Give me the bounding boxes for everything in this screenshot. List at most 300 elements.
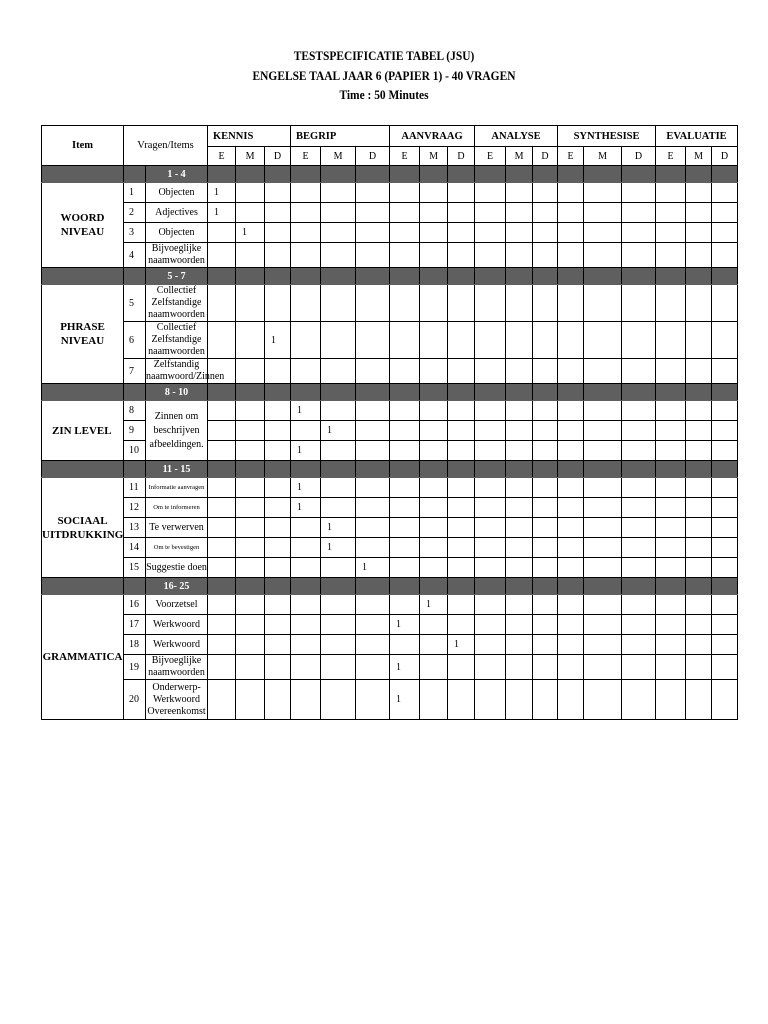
mark-cell — [208, 615, 236, 635]
range-label: 1 - 4 — [146, 166, 208, 183]
mark-cell — [291, 615, 321, 635]
mark-cell — [475, 223, 506, 243]
mark-cell — [356, 183, 390, 203]
mark-cell — [236, 680, 265, 720]
header-sub-d: D — [712, 147, 738, 166]
mark-cell — [321, 243, 356, 268]
mark-cell — [622, 322, 656, 359]
mark-cell — [356, 441, 390, 461]
mark-cell — [475, 421, 506, 441]
mark-cell — [656, 401, 686, 421]
mark-cell — [533, 615, 558, 635]
mark-cell — [506, 615, 533, 635]
mark-cell — [265, 615, 291, 635]
item-description: Onderwerp-Werkwoord Overeenkomst — [146, 680, 208, 720]
mark-cell — [622, 223, 656, 243]
table-row — [42, 478, 738, 498]
mark-cell — [622, 518, 656, 538]
mark-cell — [356, 285, 390, 322]
mark-cell — [506, 498, 533, 518]
question-number: 17 — [124, 615, 146, 635]
mark-cell — [321, 285, 356, 322]
mark-cell — [236, 183, 265, 203]
mark-cell — [558, 518, 584, 538]
mark-cell — [475, 243, 506, 268]
mark-cell — [420, 223, 448, 243]
mark-cell: 1 — [356, 558, 390, 578]
mark-cell — [533, 680, 558, 720]
mark-cell — [208, 285, 236, 322]
mark-cell — [506, 223, 533, 243]
mark-cell — [686, 421, 712, 441]
mark-cell — [712, 441, 738, 461]
mark-cell — [236, 359, 265, 384]
mark-cell — [533, 538, 558, 558]
mark-cell — [712, 285, 738, 322]
mark-cell — [686, 595, 712, 615]
mark-cell — [475, 518, 506, 538]
mark-cell — [390, 183, 420, 203]
mark-cell: 1 — [291, 441, 321, 461]
mark-cell — [321, 223, 356, 243]
item-description: Voorzetsel — [146, 595, 208, 615]
mark-cell — [448, 359, 475, 384]
mark-cell — [265, 421, 291, 441]
group-label: ZIN LEVEL — [42, 401, 124, 461]
mark-cell — [265, 401, 291, 421]
mark-cell — [291, 635, 321, 655]
mark-cell — [265, 538, 291, 558]
table-row — [42, 680, 738, 720]
mark-cell — [656, 498, 686, 518]
mark-cell — [622, 635, 656, 655]
mark-cell — [390, 285, 420, 322]
item-description: Bijvoeglijke naamwoorden — [146, 243, 208, 268]
mark-cell — [475, 538, 506, 558]
question-number: 12 — [124, 498, 146, 518]
mark-cell — [356, 243, 390, 268]
mark-cell — [236, 203, 265, 223]
mark-cell — [291, 518, 321, 538]
title-line-3: Time : 50 Minutes — [339, 87, 429, 102]
question-number: 5 — [124, 285, 146, 322]
mark-cell — [584, 518, 622, 538]
mark-cell — [686, 615, 712, 635]
mark-cell — [622, 441, 656, 461]
table-row — [42, 558, 738, 578]
mark-cell — [448, 183, 475, 203]
header-sub-m: M — [584, 147, 622, 166]
mark-cell — [558, 223, 584, 243]
mark-cell — [420, 322, 448, 359]
mark-cell — [390, 223, 420, 243]
mark-cell — [356, 359, 390, 384]
mark-cell — [584, 401, 622, 421]
mark-cell — [390, 441, 420, 461]
mark-cell — [686, 498, 712, 518]
mark-cell: 1 — [321, 538, 356, 558]
group-label: WOORD NIVEAU — [42, 183, 124, 268]
question-number: 4 — [124, 243, 146, 268]
header-sub-e: E — [390, 147, 420, 166]
mark-cell — [686, 401, 712, 421]
mark-cell — [584, 223, 622, 243]
mark-cell: 1 — [390, 680, 420, 720]
mark-cell — [236, 421, 265, 441]
mark-cell — [686, 478, 712, 498]
header-sub-e: E — [475, 147, 506, 166]
mark-cell — [448, 558, 475, 578]
mark-cell — [533, 359, 558, 384]
item-description: Objecten — [146, 183, 208, 203]
mark-cell — [448, 243, 475, 268]
mark-cell — [420, 635, 448, 655]
mark-cell — [656, 538, 686, 558]
mark-cell — [265, 518, 291, 538]
mark-cell — [656, 322, 686, 359]
mark-cell — [533, 243, 558, 268]
mark-cell — [475, 285, 506, 322]
mark-cell — [448, 401, 475, 421]
mark-cell — [712, 243, 738, 268]
item-description: Zinnen om beschrijven afbeeldingen. — [146, 401, 208, 461]
mark-cell — [291, 223, 321, 243]
table-row — [42, 655, 738, 680]
mark-cell — [321, 183, 356, 203]
mark-cell — [390, 595, 420, 615]
range-label: 11 - 15 — [146, 461, 208, 478]
mark-cell — [390, 359, 420, 384]
header-level-aanvraag: AANVRAAG — [390, 126, 475, 147]
mark-cell — [656, 441, 686, 461]
mark-cell — [533, 285, 558, 322]
mark-cell — [390, 478, 420, 498]
mark-cell — [356, 538, 390, 558]
table-row — [42, 359, 738, 384]
mark-cell — [475, 655, 506, 680]
item-description: Adjectives — [146, 203, 208, 223]
title-line-1: TESTSPECIFICATIE TABEL (JSU) — [293, 48, 475, 63]
mark-cell — [558, 595, 584, 615]
mark-cell — [622, 558, 656, 578]
mark-cell — [622, 401, 656, 421]
table-row — [42, 615, 738, 635]
mark-cell — [321, 615, 356, 635]
mark-cell — [291, 421, 321, 441]
mark-cell — [712, 183, 738, 203]
group-label: SOCIAAL UITDRUKKING — [42, 478, 124, 578]
mark-cell — [712, 478, 738, 498]
mark-cell — [558, 183, 584, 203]
mark-cell — [656, 478, 686, 498]
title-line-2: ENGELSE TAAL JAAR 6 (PAPIER 1) - 40 VRAGEN — [252, 68, 516, 83]
header-sub-e: E — [208, 147, 236, 166]
mark-cell: 1 — [208, 203, 236, 223]
mark-cell — [390, 538, 420, 558]
mark-cell — [558, 538, 584, 558]
mark-cell — [656, 183, 686, 203]
mark-cell — [584, 441, 622, 461]
mark-cell — [321, 359, 356, 384]
mark-cell — [712, 615, 738, 635]
table-row — [42, 635, 738, 655]
mark-cell — [712, 518, 738, 538]
mark-cell — [656, 518, 686, 538]
mark-cell — [686, 223, 712, 243]
mark-cell — [208, 538, 236, 558]
mark-cell — [533, 595, 558, 615]
mark-cell — [622, 243, 656, 268]
mark-cell — [584, 635, 622, 655]
mark-cell — [448, 203, 475, 223]
mark-cell — [558, 203, 584, 223]
mark-cell — [622, 478, 656, 498]
mark-cell — [506, 518, 533, 538]
mark-cell — [656, 285, 686, 322]
mark-cell — [622, 498, 656, 518]
mark-cell: 1 — [291, 498, 321, 518]
question-number: 8 — [124, 401, 146, 421]
mark-cell — [686, 322, 712, 359]
item-description: Te verwerven — [146, 518, 208, 538]
table-row — [42, 322, 738, 359]
mark-cell — [533, 223, 558, 243]
mark-cell — [356, 322, 390, 359]
mark-cell — [265, 359, 291, 384]
mark-cell — [533, 518, 558, 538]
mark-cell — [208, 441, 236, 461]
mark-cell — [208, 498, 236, 518]
mark-cell — [475, 203, 506, 223]
mark-cell — [533, 322, 558, 359]
mark-cell: 1 — [420, 595, 448, 615]
mark-cell — [622, 680, 656, 720]
range-row — [42, 384, 738, 401]
mark-cell — [420, 498, 448, 518]
mark-cell — [558, 285, 584, 322]
mark-cell — [506, 183, 533, 203]
range-label: 5 - 7 — [146, 268, 208, 285]
item-description: Zelfstandig naamwoord/Zinnen — [146, 359, 225, 382]
mark-cell — [506, 655, 533, 680]
question-number: 1 — [124, 183, 146, 203]
mark-cell — [533, 655, 558, 680]
mark-cell — [533, 635, 558, 655]
mark-cell — [236, 478, 265, 498]
range-row — [42, 461, 738, 478]
mark-cell — [656, 655, 686, 680]
mark-cell — [584, 655, 622, 680]
mark-cell — [475, 478, 506, 498]
mark-cell — [686, 635, 712, 655]
mark-cell — [712, 498, 738, 518]
mark-cell — [712, 595, 738, 615]
mark-cell — [291, 285, 321, 322]
mark-cell — [420, 680, 448, 720]
mark-cell — [584, 615, 622, 635]
mark-cell — [291, 558, 321, 578]
mark-cell — [712, 359, 738, 384]
mark-cell — [420, 558, 448, 578]
mark-cell — [712, 538, 738, 558]
mark-cell — [356, 203, 390, 223]
mark-cell — [236, 655, 265, 680]
header-vragen: Vragen/Items — [124, 126, 208, 166]
mark-cell — [475, 401, 506, 421]
mark-cell — [584, 538, 622, 558]
mark-cell — [656, 223, 686, 243]
mark-cell — [712, 203, 738, 223]
header-item: Item — [42, 126, 124, 166]
mark-cell — [622, 595, 656, 615]
mark-cell — [584, 680, 622, 720]
question-number: 9 — [124, 421, 146, 441]
mark-cell — [686, 518, 712, 538]
specification-table — [41, 125, 738, 720]
mark-cell — [356, 635, 390, 655]
mark-cell — [475, 441, 506, 461]
question-number: 3 — [124, 223, 146, 243]
mark-cell — [533, 441, 558, 461]
mark-cell — [420, 243, 448, 268]
mark-cell — [291, 183, 321, 203]
mark-cell — [208, 421, 236, 441]
mark-cell — [265, 655, 291, 680]
mark-cell — [506, 558, 533, 578]
mark-cell: 1 — [321, 421, 356, 441]
mark-cell — [533, 183, 558, 203]
item-description: Suggestie doen — [146, 558, 208, 578]
question-number: 18 — [124, 635, 146, 655]
header-sub-m: M — [236, 147, 265, 166]
mark-cell — [448, 322, 475, 359]
mark-cell — [420, 421, 448, 441]
mark-cell — [584, 478, 622, 498]
range-row — [42, 268, 738, 285]
mark-cell — [686, 558, 712, 578]
mark-cell — [622, 655, 656, 680]
mark-cell — [506, 322, 533, 359]
mark-cell — [686, 680, 712, 720]
mark-cell — [712, 655, 738, 680]
mark-cell — [506, 421, 533, 441]
item-description: Werkwoord — [146, 635, 208, 655]
mark-cell — [420, 441, 448, 461]
mark-cell — [321, 478, 356, 498]
question-number: 20 — [124, 680, 146, 720]
mark-cell — [448, 421, 475, 441]
table-row — [42, 243, 738, 268]
mark-cell — [208, 223, 236, 243]
mark-cell — [656, 635, 686, 655]
mark-cell — [506, 401, 533, 421]
mark-cell — [448, 223, 475, 243]
mark-cell — [584, 203, 622, 223]
mark-cell: 1 — [448, 635, 475, 655]
mark-cell — [656, 558, 686, 578]
mark-cell — [506, 635, 533, 655]
mark-cell — [475, 635, 506, 655]
mark-cell — [420, 183, 448, 203]
table-row — [42, 285, 738, 322]
question-number: 2 — [124, 203, 146, 223]
mark-cell — [533, 478, 558, 498]
mark-cell — [265, 498, 291, 518]
item-description: Collectief Zelfstandige naamwoorden — [146, 322, 208, 359]
table-row — [42, 518, 738, 538]
mark-cell — [475, 183, 506, 203]
mark-cell — [356, 421, 390, 441]
mark-cell — [291, 359, 321, 384]
mark-cell — [236, 243, 265, 268]
mark-cell — [321, 441, 356, 461]
mark-cell — [321, 401, 356, 421]
mark-cell — [390, 401, 420, 421]
mark-cell — [356, 615, 390, 635]
mark-cell — [558, 558, 584, 578]
header-sub-e: E — [656, 147, 686, 166]
table-row — [42, 498, 738, 518]
mark-cell — [475, 359, 506, 384]
mark-cell — [686, 441, 712, 461]
mark-cell — [506, 478, 533, 498]
mark-cell: 1 — [390, 655, 420, 680]
mark-cell — [558, 243, 584, 268]
mark-cell — [506, 359, 533, 384]
mark-cell — [236, 518, 265, 538]
mark-cell: 1 — [390, 615, 420, 635]
mark-cell — [506, 441, 533, 461]
mark-cell — [236, 285, 265, 322]
mark-cell: 1 — [291, 401, 321, 421]
mark-cell — [506, 595, 533, 615]
mark-cell — [506, 203, 533, 223]
mark-cell — [390, 498, 420, 518]
question-number: 7 — [124, 359, 146, 384]
mark-cell — [686, 655, 712, 680]
item-description: Objecten — [146, 223, 208, 243]
mark-cell — [686, 243, 712, 268]
mark-cell — [291, 680, 321, 720]
mark-cell — [208, 243, 236, 268]
table-row — [42, 401, 738, 421]
mark-cell — [236, 498, 265, 518]
mark-cell — [712, 635, 738, 655]
mark-cell — [712, 401, 738, 421]
mark-cell — [475, 680, 506, 720]
mark-cell — [584, 359, 622, 384]
mark-cell — [291, 655, 321, 680]
table-row — [42, 183, 738, 203]
mark-cell — [420, 538, 448, 558]
mark-cell — [321, 655, 356, 680]
table-row — [42, 538, 738, 558]
mark-cell — [291, 538, 321, 558]
mark-cell — [420, 615, 448, 635]
mark-cell — [656, 615, 686, 635]
mark-cell — [448, 478, 475, 498]
table-row — [42, 203, 738, 223]
mark-cell: 1 — [236, 223, 265, 243]
mark-cell — [712, 223, 738, 243]
mark-cell — [265, 183, 291, 203]
mark-cell — [686, 285, 712, 322]
mark-cell — [265, 595, 291, 615]
mark-cell — [622, 183, 656, 203]
mark-cell: 1 — [321, 518, 356, 538]
mark-cell — [208, 655, 236, 680]
mark-cell — [506, 538, 533, 558]
